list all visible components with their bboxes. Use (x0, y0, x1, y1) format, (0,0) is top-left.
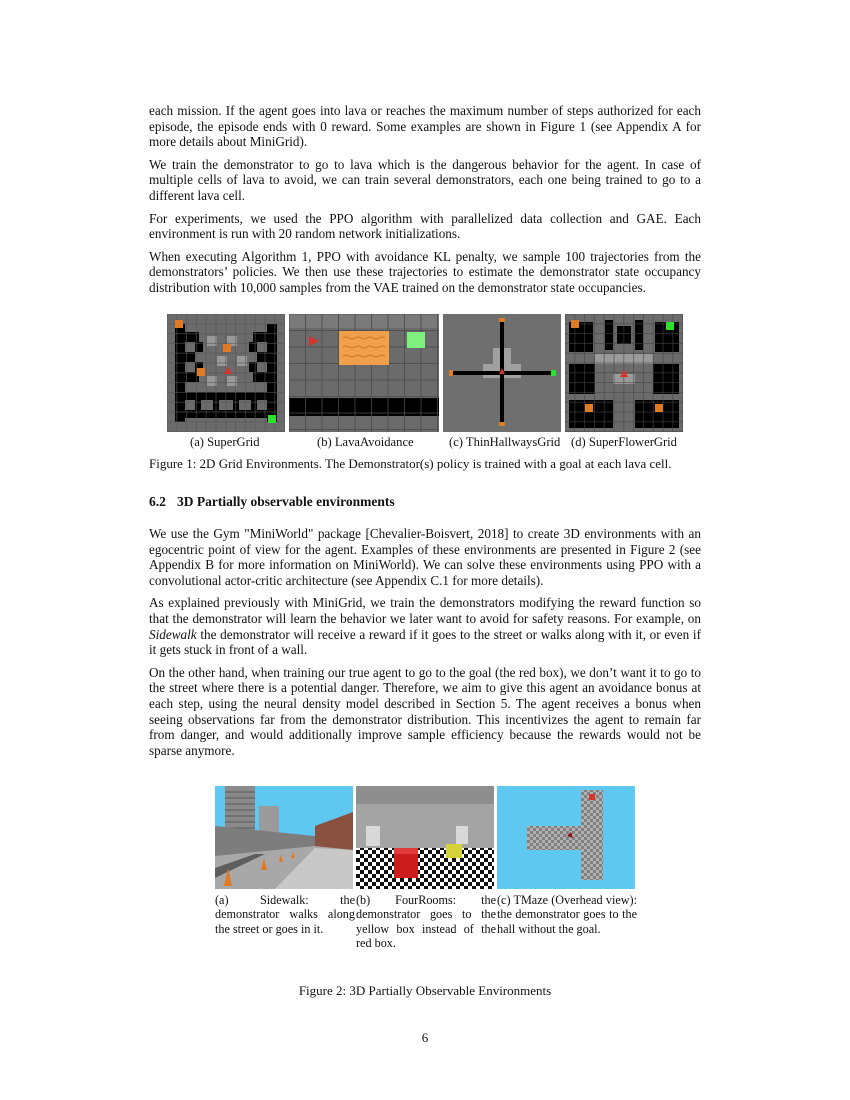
sidewalk-image (215, 786, 353, 889)
thinhallwaysgrid-image (443, 314, 561, 432)
subcaption: (a) SuperGrid (190, 435, 260, 449)
paragraph: When executing Algorithm 1, PPO with avoidance KL penalty, we sample 100 trajectories from the demonstrators’ policies. We then use these trajectories to estimate the demonstrator state occupancy distribution with 10,000 samples from the VAE trained on the demonstrator state occupancies. (149, 248, 701, 295)
paragraph-text: the demonstrator will receive a reward if it goes to the street or walks along with it, or even if it gets stuck in front of a wall. (149, 626, 701, 658)
figure-caption: Figure 1: 2D Grid Environments. The Demonstrator(s) policy is trained with a goal at each lava cell. (149, 456, 672, 471)
top-text-block (149, 103, 701, 296)
paragraph: On the other hand, when training our true agent to go to the goal (the red box), we don’t want it to go to the street where there is a potential danger. Therefore, we aim to give this agent an avoidance bonus at each step, using the neural density model described in Section 5. The agent receives a bonus when seeing observations far from the demonstrator distribution. This incentivizes the agent to remain far from danger, and would additionally improve sample efficiency because the rewards would not be sparse anymore. (149, 664, 701, 758)
tmaze-image (497, 786, 635, 889)
section-heading (149, 494, 395, 510)
fourrooms-image (356, 786, 494, 889)
subcaption: (c) ThinHallwaysGrid (449, 435, 561, 449)
paragraph: For experiments, we used the PPO algorithm with parallelized data collection and GAE. Each environment is run with 20 random network initializations. (149, 210, 701, 242)
subcaption: (b) FourRooms: the demonstrator goes to the yellow box instead of the red box. (356, 893, 496, 950)
paragraph: We train the demonstrator to go to lava which is the dangerous behavior for the agent. In case of multiple cells of lava to avoid, we can train several demonstrators, each one being trained to go to a different lava cell. (149, 156, 701, 203)
subcaption: (b) LavaAvoidance (317, 435, 414, 449)
paragraph-text: As explained previously with MiniGrid, we train the demonstrators modifying the reward function so that the demonstrator will learn the behavior we later want to avoid for safety reasons. For example, on (149, 595, 701, 626)
figure-caption: Figure 2: 3D Partially Observable Environments (298, 983, 552, 998)
subcaption: (a) Sidewalk: the demonstrator walks along the street or goes in it. (215, 893, 355, 936)
section-number: 6.2 (149, 494, 166, 509)
supergrid-image (167, 314, 285, 432)
section-title: 3D Partially observable environments (177, 494, 395, 509)
italic-term: Sidewalk (149, 626, 197, 642)
subcaption: (c) TMaze (Overhead view): the demonstrator goes to the hall without the goal. (497, 893, 637, 936)
paragraph: We use the Gym "MiniWorld" package [Chevalier-Boisvert, 2018] to create 3D environments with an egocentric point of view for the agent. Examples of these environments are presented in Figure 2 (see Appendix B for more information on MiniWorld). We can solve these environments using PPO with a convolutional actor-critic architecture (see Appendix C.1 for more details). (149, 526, 701, 588)
paragraph (149, 595, 701, 657)
subcaption: (d) SuperFlowerGrid (571, 435, 677, 449)
paragraph: each mission. If the agent goes into lava or reaches the maximum number of steps authorized for each episode, the episode ends with 0 reward. Some examples are shown in Figure 1 (see Appendix A for more details about MiniGrid). (149, 103, 701, 150)
lavaavoidance-image (289, 314, 439, 432)
superflowergrid-image (565, 314, 683, 432)
middle-text-block (149, 526, 701, 758)
page-number: 6 (421, 1030, 429, 1045)
